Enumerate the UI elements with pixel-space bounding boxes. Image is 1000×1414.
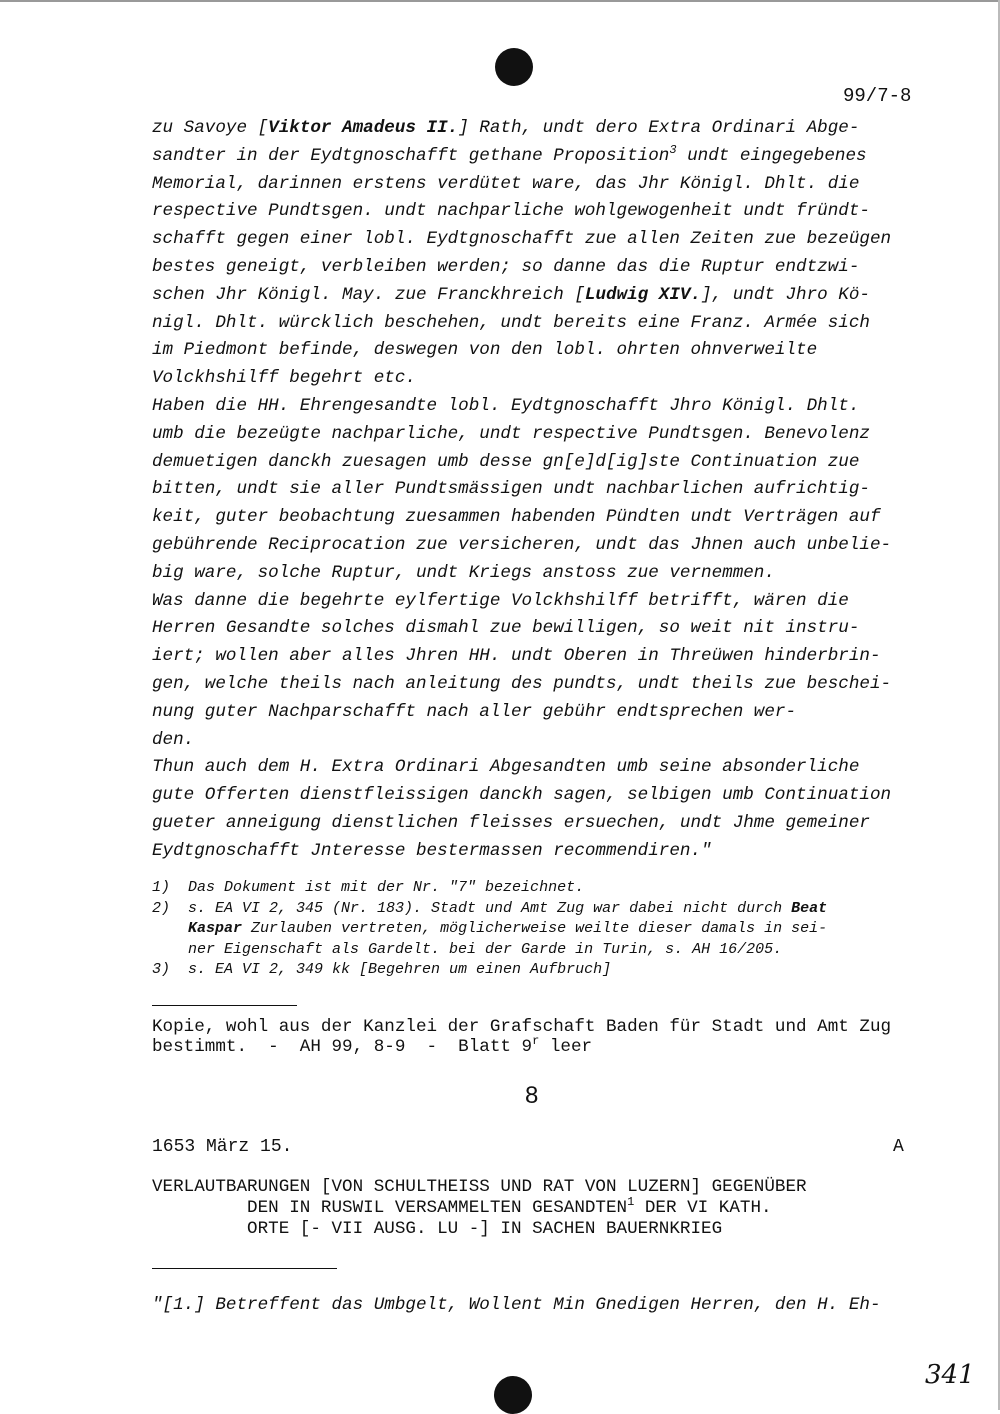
- document-date: 1653 März 15.: [152, 1137, 293, 1157]
- body-lines-line: nung guter Nachparschafft nach aller gebühr endtsprechen wer-: [152, 701, 797, 722]
- punch-hole-bottom: [494, 1376, 532, 1414]
- body-lines-line: Memorial, darinnen erstens verdütet ware, das Jhr Königl. Dhlt. die: [152, 173, 860, 194]
- heading-lines-line: ORTE [- VII AUSG. LU -] IN SACHEN BAUERNKRIEG: [152, 1219, 723, 1239]
- scan-top-edge: [0, 0, 1000, 2]
- kopie-lines-line: bestimmt. - AH 99, 8-9 - Blatt 9$^r$ leer: [152, 1033, 593, 1057]
- heading-lines-line: DEN IN RUSWIL VERSAMMELTEN GESANDTEN$^1$ DER VI KATH.: [152, 1195, 772, 1218]
- body-lines-line: keit, guter beobachtung zuesammen habenden Pündten undt Verträgen auf: [152, 507, 881, 528]
- main-text: [152, 115, 922, 866]
- text-first-line: "[1.] Betreffent das Umbgelt, Wollent Min Gnedigen Herren, den H. Eh-: [152, 1295, 881, 1315]
- body-lines-line: Herren Gesandte solches dismahl zue bewilligen, so weit nit instru-: [152, 618, 860, 639]
- body-lines-line: Thun auch dem H. Extra Ordinari Abgesandten umb seine absonderliche: [152, 757, 860, 778]
- body-lines-line: nigl. Dhlt. würcklich beschehen, undt bereits eine Franz. Armée sich: [152, 312, 870, 333]
- source-note: [152, 1018, 942, 1057]
- body-lines-line: den.: [152, 729, 195, 750]
- body-lines-line: gen, welche theils nach anleitung des pundts, undt theils zue beschei-: [152, 673, 892, 694]
- body-lines-line: Was danne die begehrte eylfertige Volckhshilff betrifft, wären die: [152, 590, 849, 611]
- punch-hole-top: [495, 48, 533, 86]
- body-lines-line: gueter anneigung dienstlichen fleisses ersuechen, undt Jhme gemeiner: [152, 812, 870, 833]
- kopie-lines-line: Kopie, wohl aus der Kanzlei der Grafschaft Baden für Stadt und Amt Zug: [152, 1017, 892, 1037]
- body-lines-line: im Piedmont befinde, deswegen von den lobl. ohrten ohnverweilte: [152, 340, 818, 361]
- body-lines-line: Haben die HH. Ehrengesandte lobl. Eydtgnoschafft Jhro Königl. Dhlt.: [152, 395, 860, 416]
- footnotes: [152, 878, 922, 981]
- body-lines-line: bestes geneigt, verbleiben werden; so danne das die Ruptur endtzwi-: [152, 256, 860, 277]
- body-lines-line: zu Savoye [Viktor Amadeus II.] Rath, undt dero Extra Ordinari Abge-: [152, 118, 860, 138]
- body-lines-line: schen Jhr Königl. May. zue Franckhreich [Ludwig XIV.], undt Jhro Kö-: [152, 284, 870, 305]
- body-lines-line: schafft gegen einer lobl. Eydtgnoschafft zue allen Zeiten zue bezeügen: [152, 229, 892, 250]
- footnotes-line: 2) s. EA VI 2, 345 (Nr. 183). Stadt und Amt Zug war dabei nicht durch Beat: [152, 899, 828, 917]
- page-id: 99/7-8: [843, 85, 912, 107]
- separator-rule: [152, 1005, 297, 1006]
- handwritten-page-number: 341: [925, 1360, 975, 1390]
- body-lines-line: respective Pundtsgen. undt nachparliche wohlgewogenheit undt fründt-: [152, 201, 870, 222]
- body-lines-line: bitten, undt sie aller Pundtsmässigen undt nachbarlichen aufrichtig-: [152, 479, 870, 500]
- footnotes-line: 3) s. EA VI 2, 349 kk [Begehren um einen Aufbruch]: [152, 961, 612, 978]
- body-lines-line: gute Offerten dienstfleissigen danckh sagen, selbigen umb Continuation: [152, 785, 892, 806]
- body-lines-line: sandter in der Eydtgnoschafft gethane Proposition$^3$ undt eingegebenes: [152, 142, 867, 166]
- body-lines-line: umb die bezeügte nachparliche, undt respective Pundtsgen. Benevolenz: [152, 423, 870, 444]
- body-lines-line: Eydtgnoschafft Jnteresse bestermassen recommendiren.": [152, 840, 712, 861]
- body-lines-line: Volckhshilff begehrt etc.: [152, 368, 416, 389]
- body-lines-line: demuetigen danckh zuesagen umb desse gn[e]d[ig]ste Continuation zue: [152, 451, 860, 472]
- document-number: 8: [525, 1082, 539, 1109]
- heading-rule: [152, 1268, 337, 1269]
- heading-lines-line: VERLAUTBARUNGEN [VON SCHULTHEISS UND RAT VON LUZERN] GEGENÜBER: [152, 1177, 807, 1197]
- body-lines-line: big ware, solche Ruptur, undt Kriegs anstoss zue vernemmen.: [152, 562, 775, 583]
- body-lines-line: iert; wollen aber alles Jhren HH. undt Oberen in Threüwen hinderbrin-: [152, 646, 881, 667]
- document-heading: [152, 1177, 942, 1240]
- footnotes-line: 1) Das Dokument ist mit der Nr. "7" bezeichnet.: [152, 879, 585, 896]
- footnotes-line: Kaspar Zurlauben vertreten, möglicherweise weilte dieser damals in sei-: [188, 920, 828, 937]
- body-lines-line: gebührende Reciprocation zue versicheren, undt das Jhnen auch unbelie-: [152, 534, 892, 555]
- series-letter: A: [893, 1137, 904, 1157]
- footnotes-line: ner Eigenschaft als Gardelt. bei der Garde in Turin, s. AH 16/205.: [152, 940, 783, 958]
